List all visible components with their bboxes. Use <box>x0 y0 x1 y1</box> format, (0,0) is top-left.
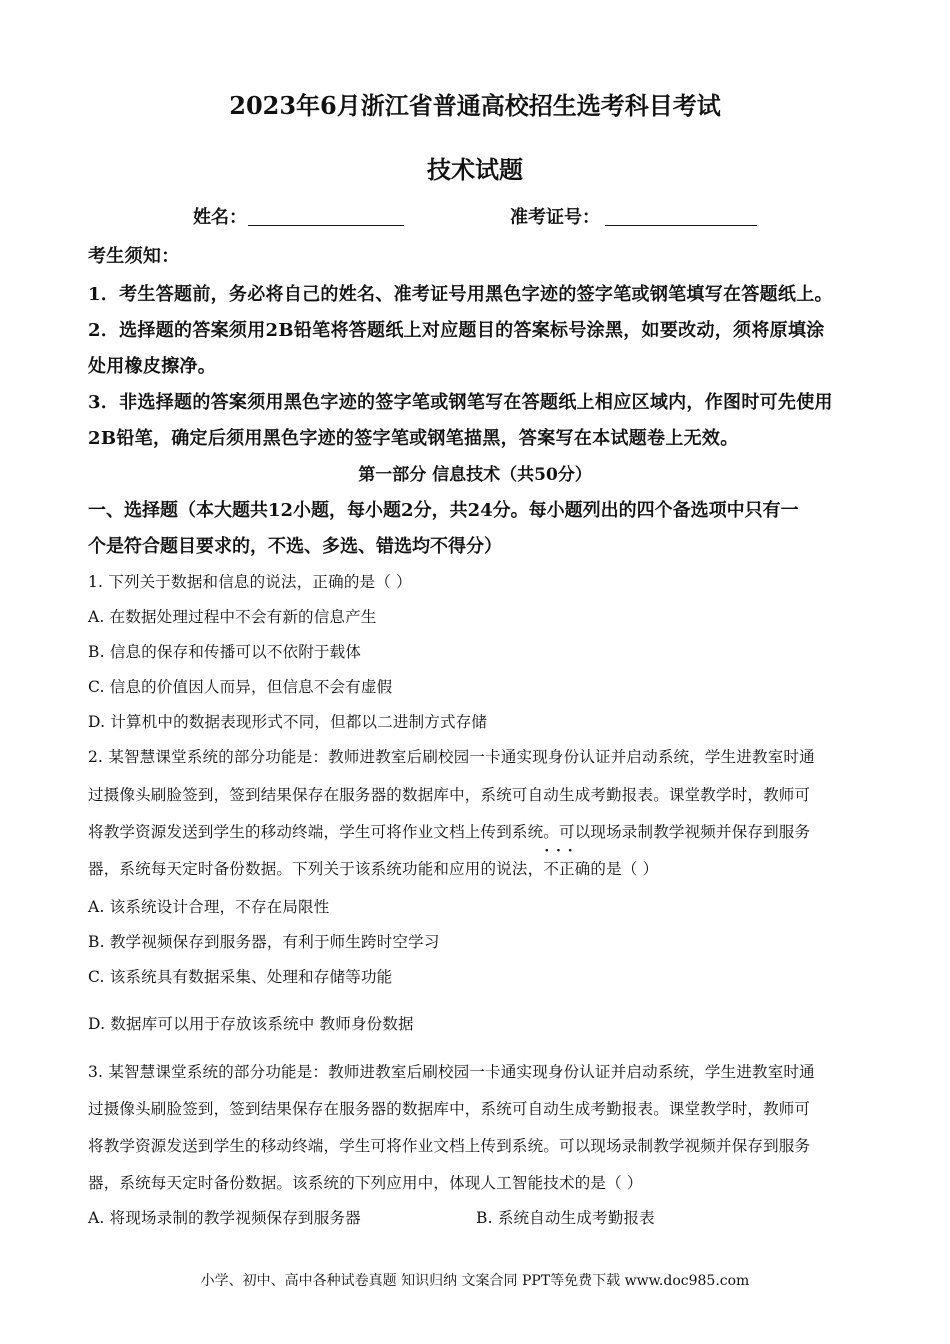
question-3-option-b: B. 系统自动生成考勤报表 <box>476 1209 655 1227</box>
question-3-stem-line-1: 3. 某智慧课堂系统的部分功能是：教师进教室后刷校园一卡通实现身份认证并启动系统，学生进教室时通 <box>88 1063 815 1081</box>
notice-item-3: 3．非选择题的答案须用黑色字迹的签字笔或钢笔写在答题纸上相应区域内，作图时可先使用 <box>88 392 833 413</box>
question-1-option-c: C. 信息的价值因人而异，但信息不会有虚假 <box>88 678 393 696</box>
notice-item-3-cont: 2B铅笔，确定后须用黑色字迹的签字笔或钢笔描黑，答案写在本试题卷上无效。 <box>88 428 739 449</box>
question-2-option-d: D. 数据库可以用于存放该系统中 教师身份数据 <box>88 1015 414 1033</box>
exam-id-label: 准考证号： <box>510 207 600 228</box>
question-2-stem-pre: 器，系统每天定时备份数据。下列关于该系统功能和应用的说法， <box>88 860 544 878</box>
name-blank <box>248 203 404 226</box>
question-2-option-b: B. 教学视频保存到服务器，有利于师生跨时空学习 <box>88 933 440 951</box>
question-2-stem-line-2: 过摄像头刷脸签到，签到结果保存在服务器的数据库中，系统可自动生成考勤报表。课堂教学时，教师可 <box>88 786 811 804</box>
question-1-stem: 1. 下列关于数据和信息的说法，正确的是（ ） <box>88 573 412 591</box>
exam-id-blank <box>605 203 757 226</box>
exam-subtitle: 技术试题 <box>427 155 523 184</box>
question-2-stem-line-1: 2. 某智慧课堂系统的部分功能是：教师进教室后刷校园一卡通实现身份认证并启动系统，学生进教室时通 <box>88 748 815 766</box>
question-2-option-a: A. 该系统设计合理，不存在局限性 <box>88 898 330 916</box>
question-1-option-d: D. 计算机中的数据表现形式不同，但都以二进制方式存储 <box>88 713 488 731</box>
part-one-title: 第一部分 信息技术（共50分） <box>358 465 592 485</box>
question-2-option-c: C. 该系统具有数据采集、处理和存储等功能 <box>88 968 393 986</box>
exam-title: 2023年6月浙江省普通高校招生选考科目考试 <box>229 91 721 120</box>
section-one-heading-cont: 个是符合题目要求的，不选、多选、错选均不得分） <box>88 536 502 557</box>
notice-item-2: 2．选择题的答案须用2B铅笔将答题纸上对应题目的答案标号涂黑，如要改动，须将原填涂 <box>88 320 825 341</box>
question-2-stem-post: 的是（ ） <box>590 860 659 878</box>
notice-item-2-cont: 处用橡皮擦净。 <box>88 356 217 377</box>
question-2-stem-line-3: 将教学资源发送到学生的移动终端，学生可将作业文档上传到系统。可以现场录制教学视频并保存到服务 <box>88 823 811 841</box>
question-1-option-b: B. 信息的保存和传播可以不依附于载体 <box>88 643 362 661</box>
section-one-heading: 一、选择题（本大题共12小题，每小题2分，共24分。每小题列出的四个备选项中只有一 <box>88 500 799 521</box>
footer-banner: 小学、初中、高中各种试卷真题 知识归纳 文案合同 PPT等免费下载 www.doc985.com <box>200 1273 750 1289</box>
question-1-option-a: A. 在数据处理过程中不会有新的信息产生 <box>88 608 377 626</box>
question-2-stem-line-4 <box>88 857 862 879</box>
question-3-stem-line-3: 将教学资源发送到学生的移动终端，学生可将作业文档上传到系统。可以现场录制教学视频并保存到服务 <box>88 1137 811 1155</box>
notice-item-1: 1．考生答题前，务必将自己的姓名、准考证号用黑色字迹的签字笔或钢笔填写在答题纸上。 <box>88 284 833 305</box>
question-3-option-a: A. 将现场录制的教学视频保存到服务器 <box>88 1209 361 1227</box>
question-3-stem-line-2: 过摄像头刷脸签到，签到结果保存在服务器的数据库中，系统可自动生成考勤报表。课堂教学时，教师可 <box>88 1100 811 1118</box>
question-3-stem-line-4: 器，系统每天定时备份数据。该系统的下列应用中，体现人工智能技术的是（ ） <box>88 1174 643 1192</box>
emphasis-not-correct: · · · 不正确 <box>543 857 590 879</box>
name-label: 姓名： <box>193 207 247 228</box>
notice-heading: 考生须知： <box>88 246 180 267</box>
